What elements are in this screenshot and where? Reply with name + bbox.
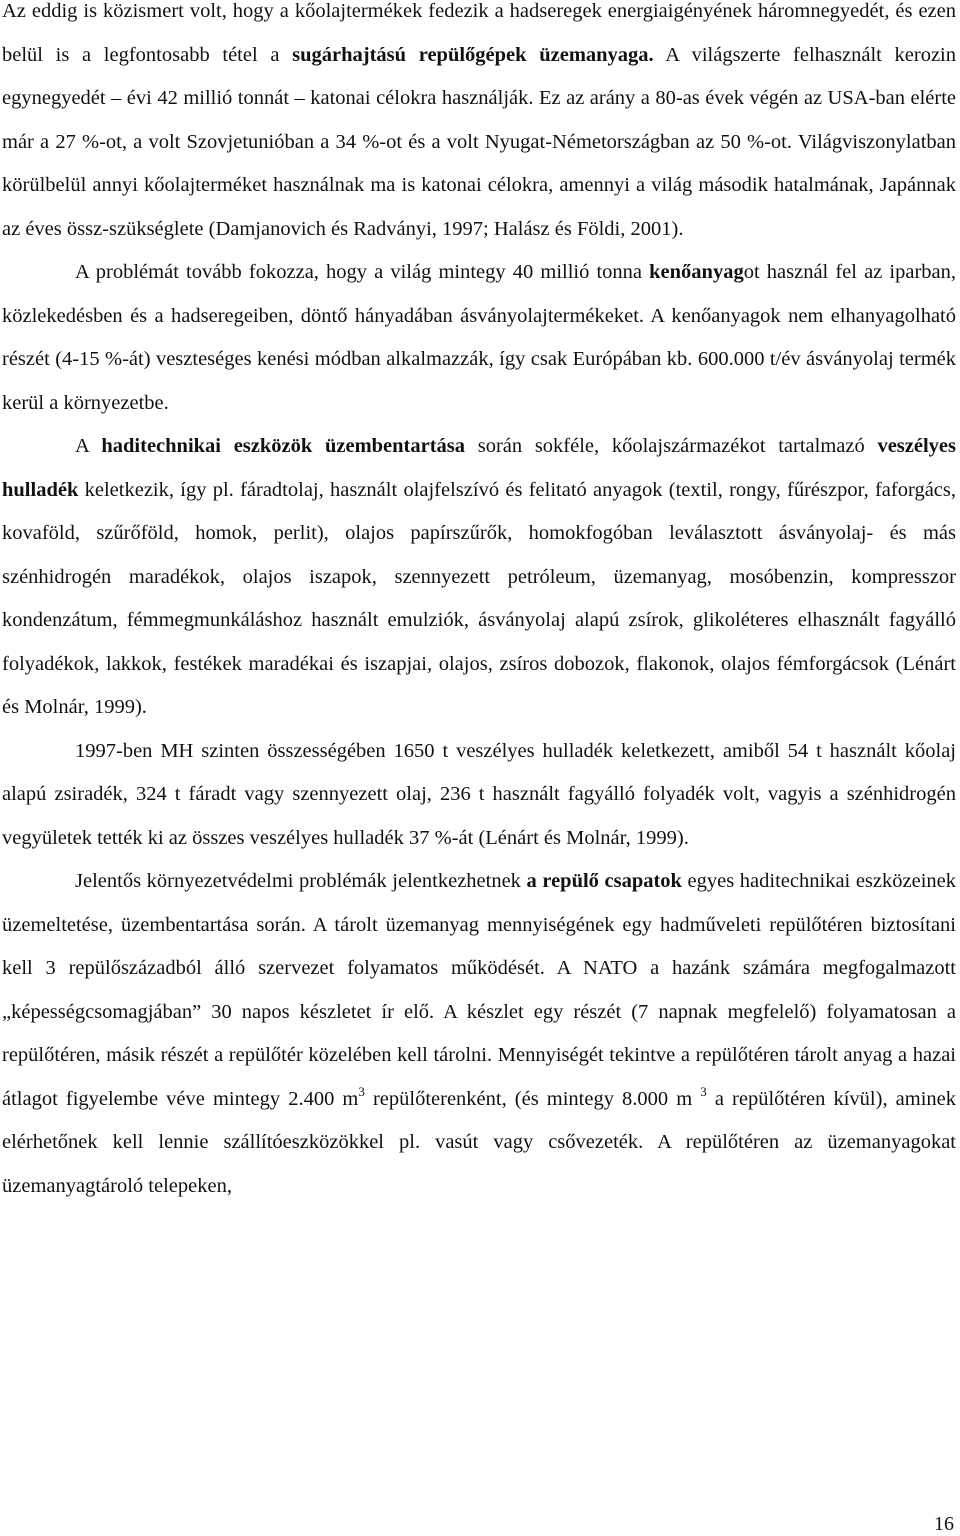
text-segment: Az eddig is közismert volt, hogy a kőolajtermékek fedezik a hadseregek energiaigényének háromnegyedét, és ezen belül is a legfontosabb tétel a (2, 0, 956, 66)
bold-text: kenőanyag (649, 261, 744, 283)
text-segment: repülőterenként, (és mintegy 8.000 m (364, 1087, 701, 1110)
paragraph-p4 (2, 730, 956, 861)
text-segment: keletkezik, így pl. fáradtolaj, használt olajfelszívó és felitató anyagok (textil, rongy, fűrészpor, faforgács, kovaföld, szűrőföld, homok, perlit), olajos papírszűrők, homokfogóban leválasztott ásványolaj- és más szénhidrogén maradékok, olajos iszapok, szennyezett petróleum, üzemanyag, mosóbenzin, kompresszor kondenzátum, fémmegmunkáláshoz használt emulziók, ásványolaj alapú zsírok, glikoléteres elhasznált fagyálló folyadékok, lakkok, festékek maradékai és iszapjai, olajos, zsíros dobozok, flakonok, olajos fémforgácsok (Lénárt és Molnár, 1999). (2, 478, 956, 718)
body-text (2, 0, 956, 1208)
bold-text: haditechnikai eszközök üzembentartása (101, 435, 466, 457)
text-segment: 1997-ben MH szinten összességében 1650 t veszélyes hulladék keletkezett, amiből 54 t használt kőolaj alapú zsiradék, 324 t fáradt vagy szennyezett olaj, 236 t használt fagyálló folyadék volt, vagyis a szénhidrogén vegyületek tették ki az összes veszélyes hulladék 37 %-át (Lénárt és Molnár, 1999). (2, 739, 956, 849)
text-segment: A (75, 435, 102, 457)
text-segment: A világszerte felhasznált kerozin egynegyedét – évi 42 millió tonnát – katonai célokra használják. Ez az arány a 80-as évek végén az USA-ban elérte már a 27 %-ot, a volt Szovjetunióban a 34 %-ot és a volt Nyugat-Németországban az 50 %-ot. Világviszonylatban körülbelül annyi kőolajterméket használnak ma is katonai célokra, amennyi a világ második hatalmának, Japánnak az éves össz-szükséglete (Damjanovich és Radványi, 1997; Halász és Földi, 2001). (2, 43, 956, 240)
text-segment: során sokféle, kőolajszármazékot tartalmazó (465, 435, 878, 457)
bold-text: sugárhajtású repülőgépek üzemanyaga. (292, 43, 654, 66)
page-number: 16 (934, 1513, 954, 1535)
superscript: 3 (700, 1083, 707, 1099)
paragraph-p3 (2, 425, 956, 730)
superscript: 3 (358, 1083, 365, 1099)
text-segment: ot használ fel az iparban, közlekedésben és a hadseregeiben, döntő hányadában ásványolajtermékeket. A kenőanyagok nem elhanyagolható részét (4-15 %-át) veszteséges kenési módban alkalmazzák, így csak Európában kb. 600.000 t/év ásványolaj termék kerül a környezetbe. (2, 261, 956, 414)
text-segment: egyes haditechnikai eszközeinek üzemeltetése, üzembentartása során. A tárolt üzemanyag mennyiségének egy hadműveleti repülőtéren biztosítani kell 3 repülőszázadból álló szervezet folyamatos működését. A NATO a hazánk számára megfogalmazott „képességcsomagjában” 30 napos készletet ír elő. A készlet egy részét (7 napnak megfelelő) folyamatosan a repülőtéren, másik részét a repülőtér közelében kell tárolni. Mennyiségét tekintve a repülőtéren tárolt anyag a hazai átlagot figyelembe véve mintegy 2.400 m (2, 870, 956, 1110)
bold-text: veszélyes hulladék (2, 435, 956, 501)
text-segment: A problémát tovább fokozza, hogy a világ mintegy 40 millió tonna (75, 261, 650, 283)
paragraph-p2 (2, 251, 956, 425)
paragraph-p1 (2, 0, 956, 251)
bold-text: a repülő csapatok (526, 870, 682, 892)
text-segment: a repülőtéren kívül), aminek elérhetőnek kell lennie szállítóeszközökkel pl. vasút vagy csővezeték. A repülőtéren az üzemanyagokat üzemanyagtároló telepeken, (2, 1087, 957, 1197)
text-segment: Jelentős környezetvédelmi problémák jelentkezhetnek (75, 870, 527, 892)
paragraph-p5 (2, 860, 956, 1208)
